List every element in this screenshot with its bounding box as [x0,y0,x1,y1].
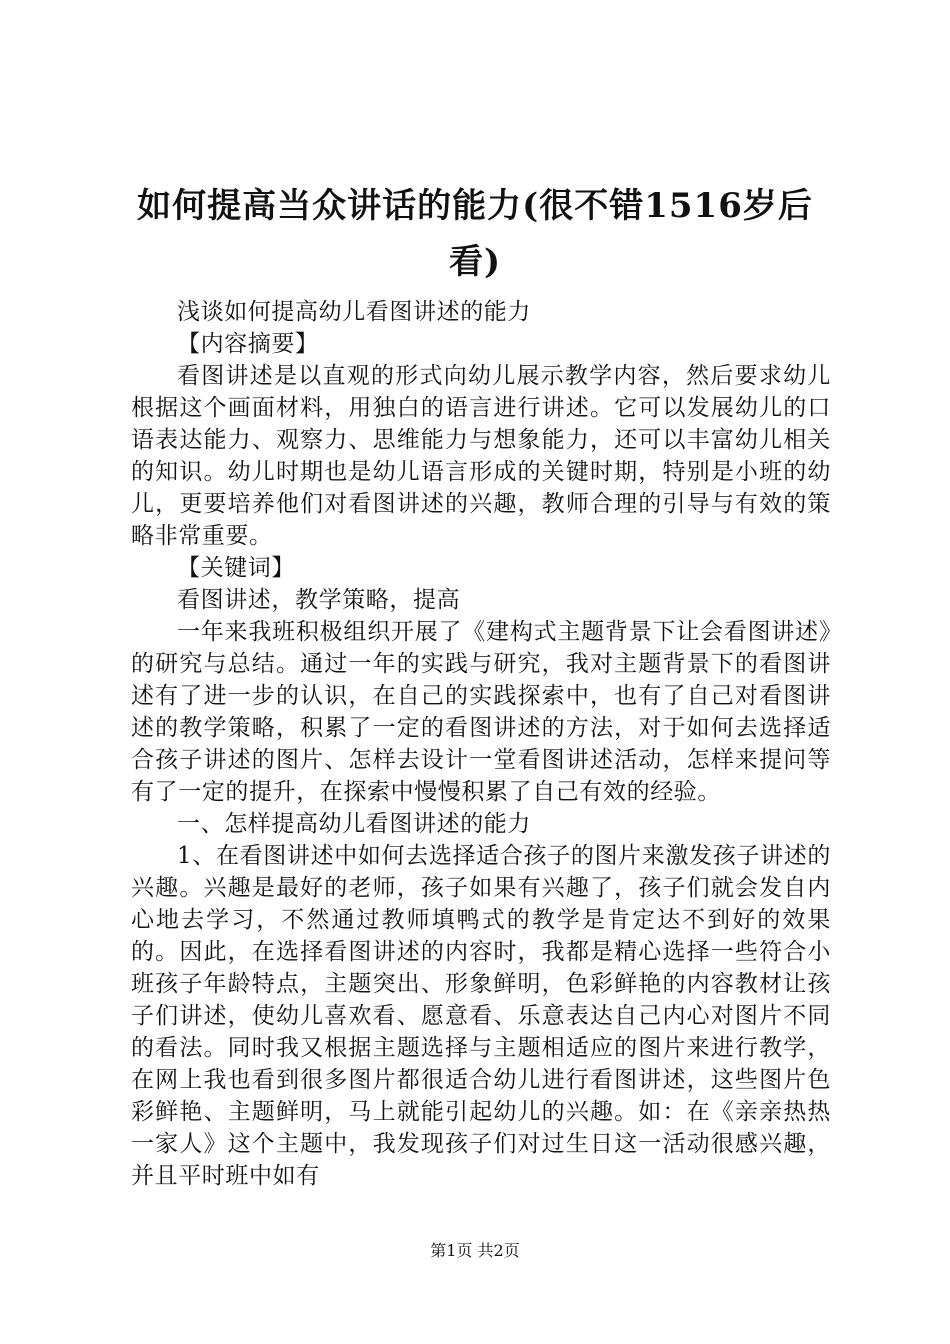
keywords-text: 看图讲述，教学策略，提高 [177,587,461,613]
keywords-heading: 【关键词】 [177,555,295,581]
document-title [120,178,830,290]
abstract-paragraph: 看图讲述是以直观的形式向幼儿展示教学内容，然后要求幼儿根据这个画面材料，用独白的语言进行讲述。它可以发展幼儿的口语表达能力、观察力、思维能力与想象能力，还可以丰富幼儿相关的知识。幼儿时期也是幼儿语言形成的关键时期，特别是小班的幼儿，更要培养他们对看图讲述的兴趣，教师合理的引导与有效的策略非常重要。 [131,363,831,549]
title-line-1: 如何提高当众讲话的能力(很不错1516岁后 [137,186,813,226]
article-subtitle: 浅谈如何提高幼儿看图讲述的能力 [177,299,531,325]
section-heading-1: 一、怎样提高幼儿看图讲述的能力 [177,811,531,837]
document-body [131,296,831,1192]
section-1-paragraph: 1、在看图讲述中如何去选择适合孩子的图片来激发孩子讲述的兴趣。兴趣是最好的老师，孩子如果有兴趣了，孩子们就会发自内心地去学习，不然通过教师填鸭式的教学是肯定达不到好的效果的。因此，在选择看图讲述的内容时，我都是精心选择一些符合小班孩子年龄特点，主题突出、形象鲜明，色彩鲜艳的内容教材让孩子们讲述，使幼儿喜欢看、愿意看、乐意表达自己内心对图片不同的看法。同时我又根据主题选择与主题相适应的图片来进行教学，在网上我也看到很多图片都很适合幼儿进行看图讲述，这些图片色彩鲜艳、主题鲜明，马上就能引起幼儿的兴趣。如：在《亲亲热热一家人》这个主题中，我发现孩子们对过生日这一活动很感兴趣，并且平时班中如有 [131,843,831,1189]
page-footer: 第1页 共2页 [430,1241,520,1260]
intro-paragraph: 一年来我班积极组织开展了《建构式主题背景下让会看图讲述》的研究与总结。通过一年的实践与研究，我对主题背景下的看图讲述有了进一步的认识，在自己的实践探索中，也有了自己对看图讲述的教学策略，积累了一定的看图讲述的方法，对于如何去选择适合孩子讲述的图片、怎样去设计一堂看图讲述活动，怎样来提问等有了一定的提升，在探索中慢慢积累了自己有效的经验。 [131,619,831,805]
title-line-2: 看) [448,242,502,282]
abstract-heading: 【内容摘要】 [177,331,319,357]
